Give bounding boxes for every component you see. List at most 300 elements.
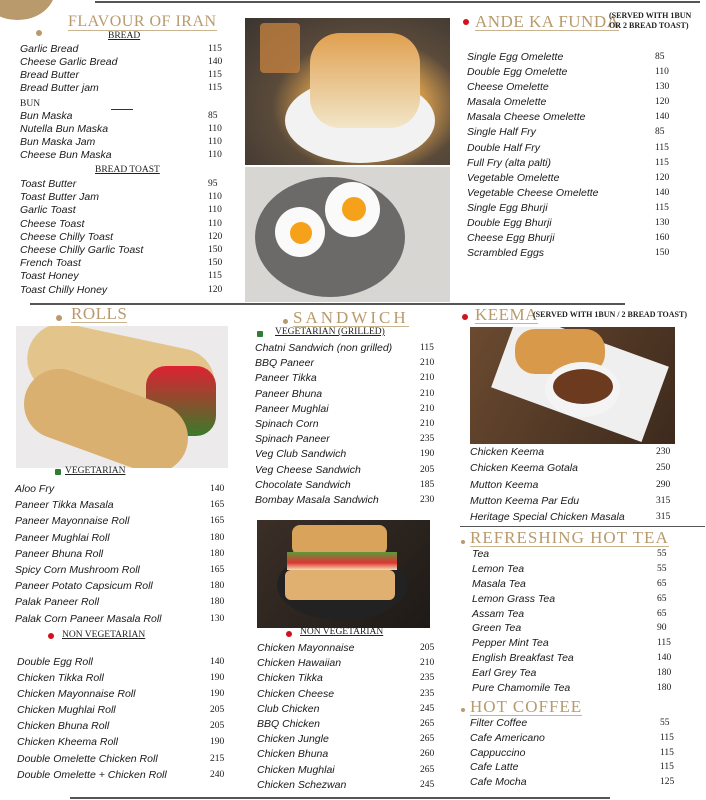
menu-item (257, 642, 452, 657)
menu-item-price: 205 (210, 721, 225, 732)
menu-item-price: 85 (208, 111, 218, 121)
sandwich-image (257, 520, 430, 628)
section-title-flavour-of-iran: FLAVOUR OF IRAN (68, 13, 217, 30)
menu-item (472, 667, 702, 682)
menu-item-price: 150 (655, 248, 670, 259)
menu-item-price: 180 (657, 683, 672, 694)
bullet-icon (36, 30, 42, 36)
menu-item-price: 140 (655, 112, 670, 123)
menu-item-name: Cheese Toast (20, 217, 85, 230)
menu-item-name: Paneer Mughlai Roll (15, 531, 110, 544)
menu-item-price: 315 (656, 495, 671, 506)
menu-item (20, 149, 240, 162)
menu-item-name: Cappuccino (470, 746, 526, 759)
menu-item (255, 342, 450, 357)
menu-item-name: Pepper Mint Tea (472, 637, 549, 650)
menu-item (467, 232, 697, 247)
menu-item-name: Full Fry (alta palti) (467, 156, 552, 169)
menu-item-price: 115 (655, 202, 669, 213)
menu-item-price: 110 (208, 192, 222, 203)
menu-item-price: 150 (208, 244, 223, 255)
menu-item-name: Toast Honey (20, 270, 79, 283)
menu-item-price: 55 (660, 718, 670, 728)
menu-item-name: Cheese Egg Bhurji (467, 232, 555, 245)
menu-item (472, 548, 702, 563)
menu-item-name: Bread Butter jam (20, 82, 99, 94)
menu-item-price: 205 (420, 464, 435, 475)
menu-item-name: Mutton Keema (470, 478, 539, 491)
rolls-nonveg-list (17, 656, 237, 785)
menu-item-price: 65 (657, 593, 667, 604)
menu-item-price: 115 (655, 157, 669, 168)
menu-item-name: Chicken Tikka Roll (17, 672, 104, 685)
menu-item-name: Chicken Mayonnaise (257, 642, 355, 654)
menu-item (17, 656, 237, 672)
menu-item (15, 596, 235, 612)
menu-item-price: 250 (656, 463, 671, 474)
menu-item (255, 494, 450, 509)
menu-item-name: Chicken Keema (470, 446, 545, 458)
menu-item (472, 637, 702, 652)
coffee-list (470, 717, 700, 791)
menu-item-price: 110 (208, 124, 222, 134)
menu-item (17, 769, 237, 785)
sandwich-veg-list (255, 342, 450, 509)
menu-item-price: 65 (657, 608, 667, 619)
menu-item-name: Cheese Chilly Garlic Toast (20, 243, 144, 256)
menu-item-price: 235 (420, 688, 435, 699)
rolls-veg-list (15, 483, 235, 629)
menu-item-name: Bun Maska (20, 110, 73, 122)
menu-item (467, 126, 697, 141)
menu-item-name: Double Egg Omelette (467, 66, 568, 79)
keema-note: (SERVED WITH 1BUN / 2 BREAD TOAST) (533, 310, 687, 319)
menu-item (470, 732, 700, 747)
keema-pav-image (470, 327, 675, 444)
menu-item-name: Single Egg Bhurji (467, 201, 548, 214)
menu-item-price: 120 (208, 284, 223, 295)
menu-item-price: 85 (655, 52, 665, 62)
menu-item-price: 115 (660, 747, 674, 758)
menu-item-price: 205 (210, 705, 225, 716)
menu-item (20, 231, 240, 244)
menu-item (467, 111, 697, 126)
menu-item-name: Cafe Latte (470, 761, 519, 774)
menu-item-price: 210 (420, 388, 435, 399)
menu-item-name: Filter Coffee (470, 717, 528, 729)
menu-item (467, 96, 697, 111)
menu-item-price: 130 (655, 82, 670, 93)
menu-item-price: 190 (210, 673, 225, 684)
menu-item-name: Cafe Mocha (470, 776, 527, 789)
menu-item (257, 733, 452, 748)
menu-item-price: 110 (208, 150, 222, 160)
menu-item (467, 51, 697, 66)
menu-item (17, 736, 237, 752)
menu-item (257, 688, 452, 703)
menu-item-name: Chicken Jungle (257, 733, 329, 746)
menu-item-price: 140 (657, 653, 672, 664)
menu-item-price: 180 (210, 597, 225, 608)
menu-item-price: 235 (420, 673, 435, 684)
menu-item-name: Pure Chamomile Tea (472, 682, 571, 695)
subheading-sandwich-vegetarian: VEGETARIAN (GRILLED) (275, 327, 385, 337)
menu-item (15, 515, 235, 531)
menu-item-name: Tea (472, 548, 490, 560)
menu-item-name: Paneer Mughlai (255, 402, 329, 415)
menu-item-price: 115 (208, 70, 222, 80)
tea-list (472, 548, 702, 697)
menu-item-price: 140 (655, 187, 670, 198)
menu-item-price: 185 (420, 479, 435, 490)
menu-item-name: Single Half Fry (467, 126, 536, 139)
menu-item-name: Chicken Kheema Roll (17, 736, 118, 749)
menu-item (15, 564, 235, 580)
menu-item-name: Bun Maska Jam (20, 136, 96, 148)
menu-item-name: Vegetable Cheese Omelette (467, 186, 599, 199)
menu-item-name: Heritage Special Chicken Masala (470, 511, 625, 524)
menu-item-price: 210 (420, 358, 435, 369)
menu-item-price: 115 (657, 638, 671, 649)
menu-item-price: 180 (210, 581, 225, 592)
menu-item-name: Chicken Bhuna Roll (17, 720, 110, 733)
menu-item-price: 165 (210, 500, 225, 511)
menu-item (15, 548, 235, 564)
menu-item (472, 682, 702, 697)
menu-item-price: 190 (420, 449, 435, 460)
menu-item-name: Masala Tea (472, 577, 526, 590)
bun-list (20, 110, 240, 162)
menu-item-price: 240 (210, 769, 225, 780)
menu-item-name: English Breakfast Tea (472, 652, 574, 665)
menu-item-name: Double Egg Roll (17, 656, 93, 668)
menu-item-price: 115 (660, 762, 674, 773)
menu-item-name: Double Egg Bhurji (467, 217, 552, 230)
menu-item (20, 82, 240, 95)
menu-item (470, 479, 700, 495)
menu-item-price: 55 (657, 563, 667, 574)
ande-note: (SERVED WITH 1BUN (609, 11, 692, 20)
menu-item-price: 165 (210, 516, 225, 527)
menu-item (467, 66, 697, 81)
menu-item-price: 180 (210, 532, 225, 543)
menu-item-name: Double Omelette Chicken Roll (17, 752, 158, 765)
menu-item (20, 56, 240, 69)
menu-item-price: 110 (208, 205, 222, 216)
menu-item (20, 257, 240, 270)
menu-item (472, 608, 702, 623)
menu-item (257, 657, 452, 672)
menu-item-name: Cheese Chilly Toast (20, 230, 113, 243)
menu-item-price: 90 (657, 623, 667, 634)
menu-item-name: Chicken Keema Gotala (470, 462, 578, 475)
menu-item-name: Chocolate Sandwich (255, 478, 351, 491)
menu-item-price: 160 (655, 233, 670, 244)
menu-item-price: 140 (210, 657, 225, 667)
menu-item-name: Masala Cheese Omelette (467, 111, 586, 124)
menu-item-name: Chicken Bhuna (257, 748, 329, 761)
menu-item (15, 532, 235, 548)
menu-item (255, 357, 450, 372)
menu-item-name: Toast Butter Jam (20, 191, 99, 204)
menu-item-name: BBQ Chicken (257, 717, 321, 730)
menu-item (472, 622, 702, 637)
menu-item-price: 120 (208, 231, 223, 242)
menu-item (257, 703, 452, 718)
menu-item-name: Palak Corn Paneer Masala Roll (15, 612, 162, 625)
menu-item (20, 191, 240, 204)
menu-item-name: Assam Tea (472, 607, 525, 620)
section-title-keema: KEEMA (475, 305, 538, 324)
menu-item (470, 776, 700, 791)
menu-item (20, 270, 240, 283)
menu-item-name: Cafe Americano (470, 731, 545, 744)
veg-icon (257, 331, 263, 337)
section-title-sandwich: SANDWICH (293, 308, 409, 327)
menu-item (257, 748, 452, 763)
menu-item (470, 446, 700, 462)
menu-item (15, 580, 235, 596)
menu-item-price: 235 (420, 434, 435, 445)
subheading-rolls-non-vegetarian: NON VEGETARIAN (62, 630, 146, 640)
section-title-rolls: ROLLS (71, 304, 128, 323)
section-title-hot-coffee: HOT COFFEE (470, 697, 583, 716)
menu-item (470, 462, 700, 478)
bullet-icon (283, 319, 288, 324)
menu-item-price: 210 (420, 658, 435, 669)
menu-item-name: Paneer Bhuna (255, 387, 323, 400)
menu-item (20, 178, 240, 191)
bullet-icon (462, 314, 468, 320)
bun-maska-chai-image (245, 18, 450, 165)
menu-item (20, 123, 240, 136)
menu-item-price: 150 (208, 258, 223, 269)
menu-item-name: Chatni Sandwich (non grilled) (255, 342, 393, 354)
menu-item (20, 136, 240, 149)
subheading-bread: BREAD (108, 31, 141, 41)
divider (95, 1, 700, 3)
menu-item-price: 130 (210, 613, 225, 624)
menu-item-price: 120 (655, 172, 670, 183)
menu-item-price: 180 (657, 668, 672, 679)
menu-item-price: 115 (208, 44, 222, 54)
subheading-bun: BUN (20, 99, 41, 109)
menu-item (257, 764, 452, 779)
menu-item (15, 499, 235, 515)
menu-item-price: 180 (210, 548, 225, 559)
bread-list (20, 43, 240, 95)
menu-item (255, 448, 450, 463)
menu-item-price: 210 (420, 373, 435, 384)
menu-item (17, 688, 237, 704)
menu-item-name: Lemon Grass Tea (472, 592, 556, 605)
rolls-image (16, 326, 228, 468)
section-title-ande-ka-funda: ANDE KA FUNDA (475, 12, 620, 31)
menu-item-price: 230 (656, 447, 671, 457)
menu-item-name: Paneer Bhuna Roll (15, 547, 104, 560)
menu-item (255, 418, 450, 433)
menu-item-name: Paneer Tikka (255, 372, 317, 385)
menu-item-name: Chicken Cheese (257, 687, 335, 700)
menu-item (255, 403, 450, 418)
menu-item-name: Chicken Hawaiian (257, 657, 342, 670)
menu-item (467, 142, 697, 157)
menu-item (255, 388, 450, 403)
bullet-icon (461, 540, 465, 544)
menu-item (20, 69, 240, 82)
menu-item-name: Spicy Corn Mushroom Roll (15, 563, 140, 576)
menu-item-price: 210 (420, 418, 435, 429)
menu-item-name: French Toast (20, 257, 81, 270)
menu-item-price: 205 (420, 643, 435, 653)
menu-item-name: Palak Paneer Roll (15, 596, 100, 609)
menu-item-price: 190 (210, 689, 225, 700)
menu-item-price: 190 (210, 737, 225, 748)
menu-item (257, 779, 452, 794)
menu-item (255, 464, 450, 479)
menu-item (472, 578, 702, 593)
menu-item (255, 479, 450, 494)
menu-item-name: Cheese Garlic Bread (20, 56, 118, 68)
menu-item-name: BBQ Paneer (255, 357, 314, 370)
menu-item-name: Chicken Schezwan (257, 778, 347, 791)
menu-item-name: Double Half Fry (467, 141, 540, 154)
menu-item (255, 372, 450, 387)
menu-item-name: Toast Chilly Honey (20, 283, 108, 296)
menu-item-name: Spinach Paneer (255, 433, 330, 446)
menu-item-price: 120 (655, 97, 670, 108)
menu-item-name: Scrambled Eggs (467, 247, 545, 260)
menu-item (17, 720, 237, 736)
menu-item (467, 81, 697, 96)
menu-item (257, 718, 452, 733)
menu-item-name: Aloo Fry (15, 483, 55, 495)
menu-item (470, 747, 700, 762)
menu-item (472, 593, 702, 608)
menu-item-price: 110 (208, 218, 222, 229)
menu-item (15, 613, 235, 629)
keema-list (470, 446, 700, 527)
menu-item-name: Chicken Mughlai Roll (17, 704, 116, 717)
bullet-icon (463, 19, 469, 25)
menu-item-name: Club Chicken (257, 702, 320, 715)
menu-item (17, 753, 237, 769)
sandwich-nonveg-list (257, 642, 452, 794)
menu-item-name: Double Omelette + Chicken Roll (17, 768, 167, 781)
subheading-sandwich-non-vegetarian: NON VEGETARIAN (300, 627, 384, 637)
menu-item-name: Masala Omelette (467, 96, 547, 109)
subheading-rolls-vegetarian: VEGETARIAN (65, 466, 126, 476)
menu-item (17, 672, 237, 688)
menu-item-price: 215 (210, 753, 225, 764)
section-title-refreshing-hot-tea: REFRESHING HOT TEA (470, 528, 669, 547)
ande-list (467, 51, 697, 262)
menu-item (20, 218, 240, 231)
menu-item-price: 140 (210, 484, 225, 494)
menu-item-name: Spinach Corn (255, 417, 319, 430)
menu-item-price: 290 (656, 479, 671, 490)
menu-item-price: 115 (420, 343, 434, 353)
menu-item-price: 115 (208, 83, 222, 93)
veg-icon (55, 469, 61, 475)
ande-note: OR 2 BREAD TOAST) (609, 21, 689, 30)
menu-item (470, 761, 700, 776)
menu-item-price: 260 (420, 749, 435, 760)
menu-item-name: Green Tea (472, 622, 522, 635)
bullet-icon (56, 315, 62, 321)
menu-item-name: Garlic Toast (20, 204, 76, 217)
bread-toast-list (20, 178, 240, 297)
menu-item (467, 247, 697, 262)
menu-item (257, 672, 452, 687)
menu-item (467, 172, 697, 187)
menu-item-name: Chicken Tikka (257, 672, 323, 685)
menu-item (17, 704, 237, 720)
menu-item-price: 110 (655, 67, 669, 78)
menu-item-name: Paneer Potato Capsicum Roll (15, 580, 153, 593)
menu-item (467, 157, 697, 172)
logo-emblem (0, 0, 55, 20)
menu-item-name: Paneer Mayonnaise Roll (15, 515, 130, 528)
menu-item-price: 65 (657, 578, 667, 589)
menu-item-price: 265 (420, 734, 435, 745)
menu-item-name: Nutella Bun Maska (20, 123, 109, 135)
menu-item-name: Bread Butter (20, 69, 79, 81)
menu-item-price: 315 (656, 512, 671, 523)
menu-item-name: Mutton Keema Par Edu (470, 494, 580, 507)
menu-item-name: Veg Cheese Sandwich (255, 463, 361, 476)
menu-item (467, 187, 697, 202)
menu-item-name: Bombay Masala Sandwich (255, 493, 379, 506)
menu-item-price: 55 (657, 549, 667, 559)
non-veg-icon (48, 633, 54, 639)
menu-item-name: Lemon Tea (472, 562, 525, 575)
menu-item-name: Chicken Mughlai (257, 763, 335, 776)
menu-item (472, 563, 702, 578)
divider (70, 797, 610, 799)
menu-item-name: Cheese Bun Maska (20, 149, 112, 161)
menu-item-price: 265 (420, 718, 435, 729)
menu-item-name: Chicken Mayonnaise Roll (17, 688, 136, 701)
menu-item-name: Earl Grey Tea (472, 667, 537, 680)
menu-item (20, 244, 240, 257)
menu-item (20, 43, 240, 56)
menu-item-price: 165 (210, 564, 225, 575)
menu-item-price: 210 (420, 403, 435, 414)
menu-item-name: Cheese Omelette (467, 81, 549, 94)
menu-item-price: 230 (420, 494, 435, 505)
menu-item-name: Toast Butter (20, 178, 77, 190)
menu-item-price: 245 (420, 703, 435, 714)
menu-item (467, 217, 697, 232)
menu-item-price: 245 (420, 779, 435, 790)
menu-item (470, 717, 700, 732)
menu-item-price: 95 (208, 179, 218, 189)
menu-item-price: 125 (660, 777, 675, 788)
menu-item (20, 204, 240, 217)
menu-item-name: Paneer Tikka Masala (15, 499, 114, 512)
menu-item-price: 140 (208, 57, 223, 67)
menu-item (20, 284, 240, 297)
non-veg-icon (286, 631, 292, 637)
menu-item-name: Garlic Bread (20, 43, 79, 55)
subheading-bread-toast: BREAD TOAST (95, 165, 160, 175)
menu-item-price: 115 (208, 271, 222, 282)
menu-item (255, 433, 450, 448)
menu-item-price: 115 (655, 142, 669, 153)
menu-item (470, 495, 700, 511)
menu-item-name: Single Egg Omelette (467, 51, 564, 63)
